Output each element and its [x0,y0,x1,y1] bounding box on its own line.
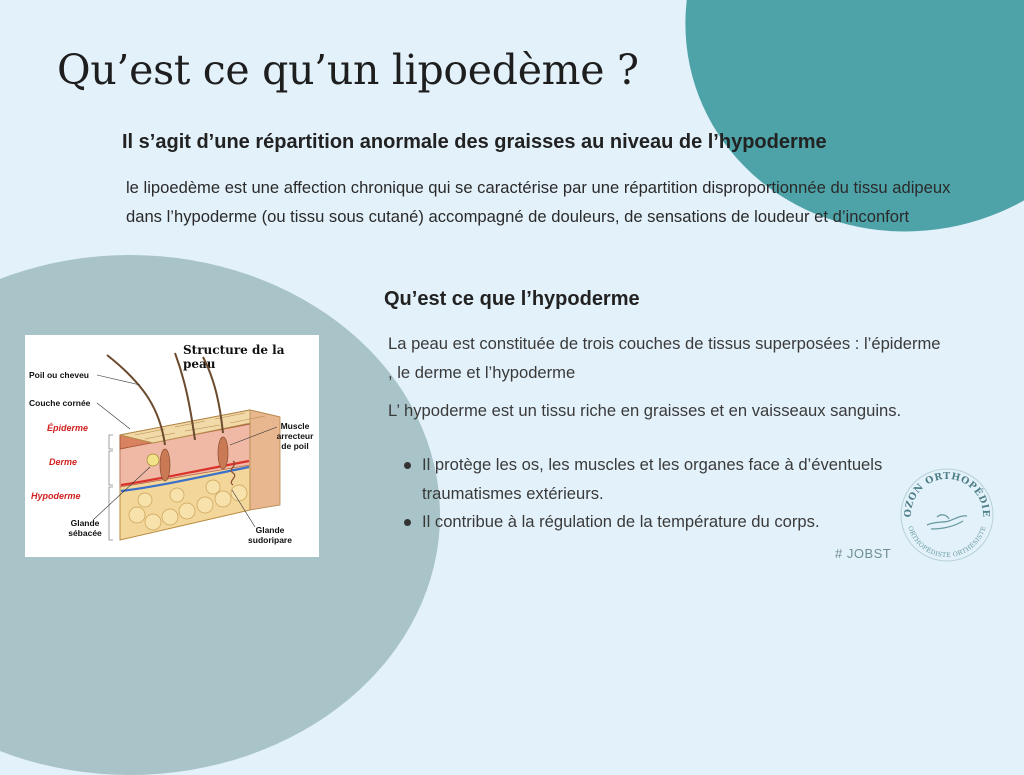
skin-structure-illustration [25,335,319,557]
logo-bottom-text: ORTHOPÉDISTE ORTHÉSISTE [906,525,988,560]
list-item [404,451,884,508]
hair-follicle [160,449,170,481]
list-item [404,508,884,537]
section-title: Qu’est ce que l’hypoderme [384,288,640,310]
label-sweat-gland: Glande sudoripare [248,525,292,545]
svg-text:ORTHOPÉDISTE ORTHÉSISTE [906,525,988,559]
skin-layers-paragraph: La peau est constituée de trois couches de tissus superposées : l’épiderme , le derme et l’hypoderme [388,334,941,382]
hypodermis-paragraph: L’ hypoderme est un tissu riche en graisses et en vaisseaux sanguins. [388,401,902,420]
label-dermis: Derme [49,457,78,467]
hair-follicle [218,437,228,469]
label-arrector-muscle: Muscle arrecteur de poil [276,421,314,451]
ozon-orthopedie-logo [897,465,997,565]
bullet-list [404,451,884,537]
label-hair: Poil ou cheveu [29,370,89,380]
label-hypodermis: Hypoderme [31,491,81,501]
bullet-text: Il contribue à la régulation de la température du corps. [422,512,820,531]
label-epidermis: Épiderme [47,423,89,433]
hand-icon [927,515,967,529]
bullet-icon [404,462,411,469]
page-title: Qu’est ce qu’un lipoedème ? [57,46,639,94]
bullet-text: Il protège les os, les muscles et les organes face à d’éventuels traumatismes extérieurs. [422,455,883,503]
sebaceous-gland [147,454,159,466]
jobst-tag: # JOBST [835,546,892,561]
label-sebaceous-gland: Glande sébacée [68,518,102,538]
bullet-icon [404,519,411,526]
logo-top-text: OZON ORTHOPÉDIE [902,470,992,518]
illustration-title: Structure de la peau [183,343,285,371]
subtitle: Il s’agit d’une répartition anormale des graisses au niveau de l’hypoderme [122,131,827,153]
svg-text:OZON ORTHOPÉDIE [903,471,991,518]
intro-paragraph: le lipoedème est une affection chronique qui se caractérise par une répartition disproportionnée du tissu adipeux dans l’hypoderme (ou tissu sous cutané) accompagné de douleurs, de sensations de loudeur et d’inconfort [126,178,951,226]
label-stratum: Couche cornée [29,398,91,408]
layer-brackets [109,435,113,540]
